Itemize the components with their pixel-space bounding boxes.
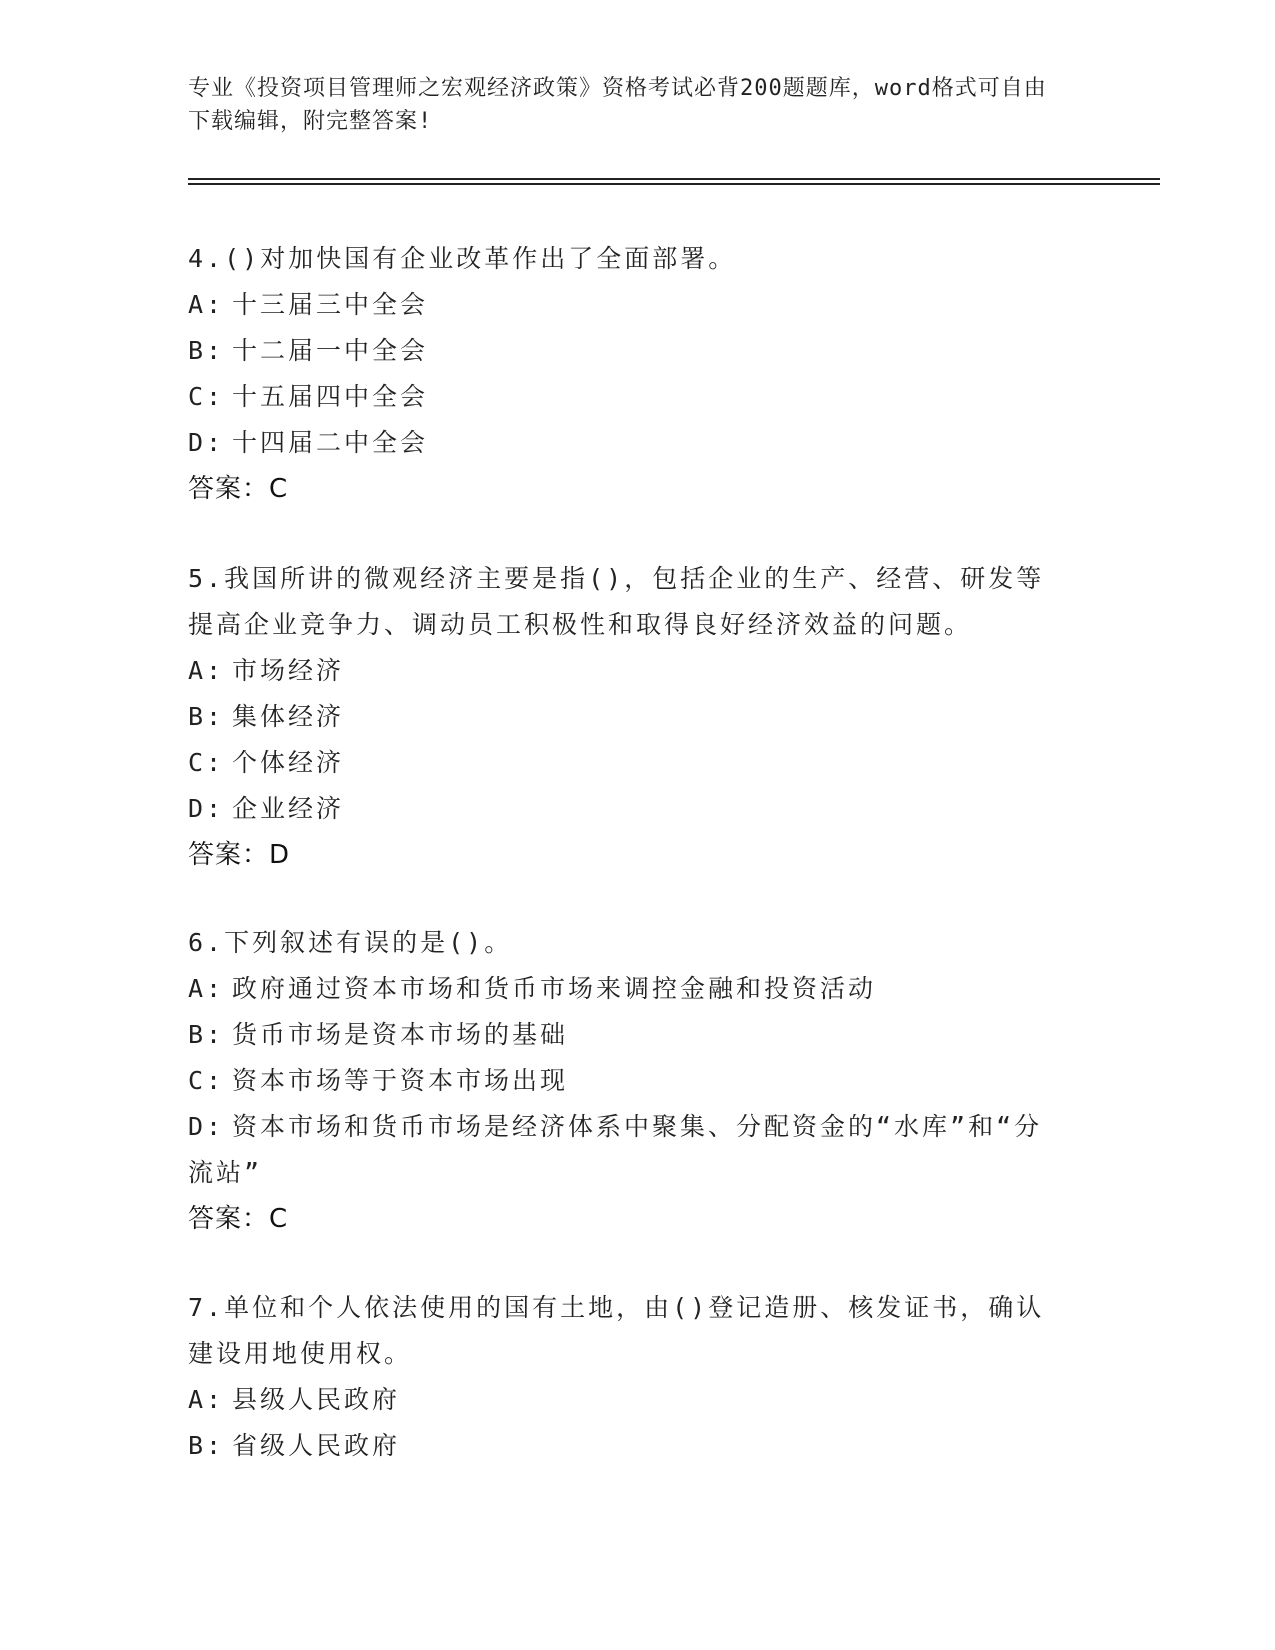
question-stem: 6.下列叙述有误的是()。	[188, 928, 513, 957]
option-text: 政府通过资本市场和货币市场来调控金融和投资活动	[232, 974, 877, 1003]
option-text: 企业经济	[232, 794, 345, 823]
option-text: 十二届一中全会	[232, 336, 429, 365]
option-key: A:	[188, 1385, 225, 1414]
question-stem: 4.()对加快国有企业改革作出了全面部署。	[188, 244, 737, 273]
option-key: C:	[188, 1066, 225, 1095]
option-text: 资本市场和货币市场是经济体系中聚集、分配资金的“水库”和“分流站”	[188, 1112, 1043, 1187]
answer-line: 答案：C	[188, 1204, 289, 1234]
document-header-title: 专业《投资项目管理师之宏观经济政策》资格考试必背200题题库，word格式可自由下载编辑，附完整答案!	[188, 76, 1047, 134]
option-b	[188, 328, 1068, 374]
option-b	[188, 1012, 1068, 1058]
question-4	[188, 236, 1068, 512]
option-text: 十三届三中全会	[232, 290, 429, 319]
option-key: D:	[188, 794, 225, 823]
option-key: C:	[188, 748, 225, 777]
option-d	[188, 420, 1068, 466]
option-a	[188, 648, 1068, 694]
option-text: 十五届四中全会	[232, 382, 429, 411]
question-stem: 7.单位和个人依法使用的国有土地，由()登记造册、核发证书，确认建设用地使用权。	[188, 1293, 1045, 1368]
option-b	[188, 694, 1068, 740]
question-stem: 5.我国所讲的微观经济主要是指()，包括企业的生产、经营、研发等提高企业竞争力、调动员工积极性和取得良好经济效益的问题。	[188, 564, 1045, 639]
option-d	[188, 786, 1068, 832]
option-a	[188, 966, 1068, 1012]
answer-line: 答案：C	[188, 474, 289, 504]
option-key: B:	[188, 1020, 225, 1049]
header-rule-top	[188, 178, 1160, 180]
option-a	[188, 1377, 1068, 1423]
option-a	[188, 282, 1068, 328]
option-d	[188, 1104, 1068, 1196]
option-c	[188, 740, 1068, 786]
option-key: C:	[188, 382, 225, 411]
option-text: 货币市场是资本市场的基础	[232, 1020, 569, 1049]
option-key: B:	[188, 1431, 225, 1460]
option-c	[188, 1058, 1068, 1104]
option-text: 县级人民政府	[232, 1385, 401, 1414]
answer-line: 答案：D	[188, 840, 291, 870]
option-key: D:	[188, 1112, 225, 1141]
option-b	[188, 1423, 1068, 1469]
question-7	[188, 1285, 1068, 1469]
question-5	[188, 556, 1068, 878]
option-text: 十四届二中全会	[232, 428, 429, 457]
option-key: A:	[188, 290, 225, 319]
option-key: D:	[188, 428, 225, 457]
header-rule-bottom	[188, 183, 1160, 185]
option-key: B:	[188, 336, 225, 365]
option-key: B:	[188, 702, 225, 731]
option-text: 个体经济	[232, 748, 345, 777]
option-text: 市场经济	[232, 656, 345, 685]
question-6	[188, 920, 1068, 1242]
option-text: 资本市场等于资本市场出现	[232, 1066, 569, 1095]
option-key: A:	[188, 974, 225, 1003]
option-key: A:	[188, 656, 225, 685]
option-c	[188, 374, 1068, 420]
option-text: 集体经济	[232, 702, 345, 731]
option-text: 省级人民政府	[232, 1431, 401, 1460]
